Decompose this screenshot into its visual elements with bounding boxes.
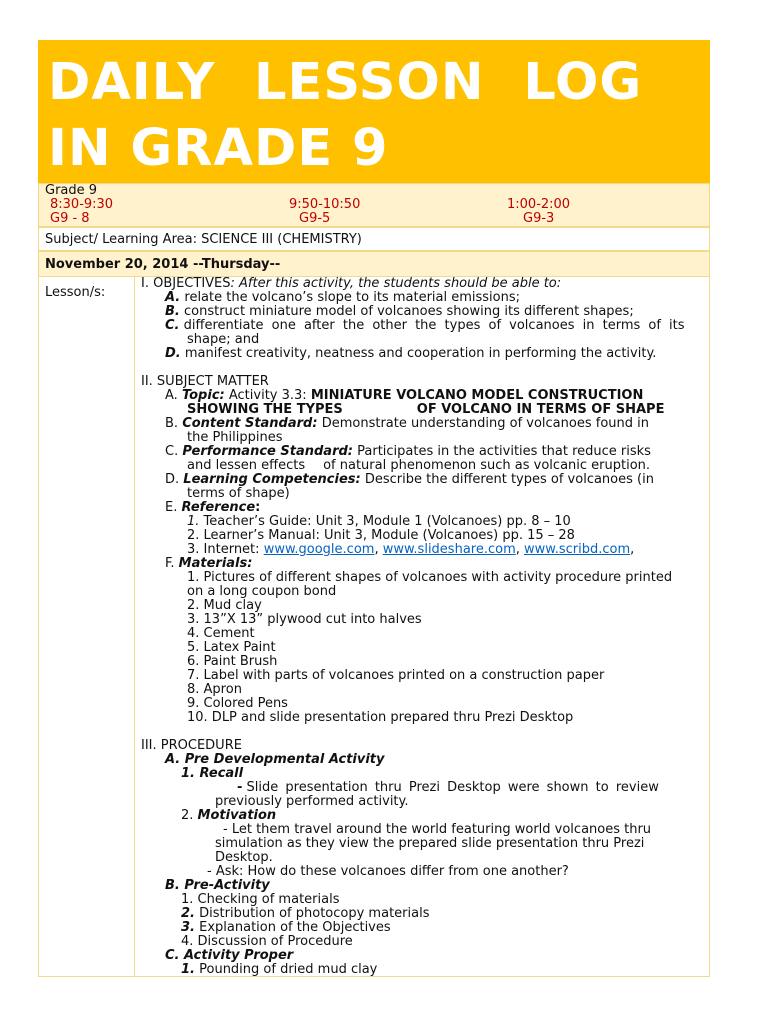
material-item: 10. DLP and slide presentation prepared thru Prezi Desktop — [187, 711, 574, 725]
material-item: 9. Colored Pens — [187, 697, 288, 711]
objective-a: A. relate the volcano’s slope to its material emissions; — [165, 291, 521, 305]
pre-activity-item: 4. Discussion of Procedure — [181, 935, 353, 949]
procedure-heading: III. PROCEDURE — [141, 739, 242, 753]
reference-heading: E. Reference: — [165, 501, 261, 515]
material-item: 7. Label with parts of volcanoes printed on a construction paper — [187, 669, 605, 683]
material-item: 2. Mud clay — [187, 599, 262, 613]
materials-heading: F. Materials: — [165, 557, 253, 571]
material-item: 6. Paint Brush — [187, 655, 278, 669]
material-item: 4. Cement — [187, 627, 255, 641]
slot-section: G9-5 — [299, 211, 331, 226]
motivation-text-cont: simulation as they view the prepared slide presentation thru Prezi — [215, 837, 645, 851]
material-item: 1. Pictures of different shapes of volcanoes with activity procedure printed — [187, 571, 673, 585]
lesson-body — [38, 277, 710, 977]
slot-time: 8:30-9:30 — [50, 197, 114, 212]
schedule-slot-2 — [289, 198, 360, 226]
slot-time: 9:50-10:50 — [289, 197, 361, 212]
activity-proper-item: 1. Pounding of dried mud clay — [181, 963, 378, 977]
link-slideshare[interactable]: www.slideshare.com — [382, 543, 516, 557]
title-line-1: DAILY LESSON LOG — [48, 53, 643, 112]
schedule-slot-1 — [50, 198, 113, 226]
objective-b: B. construct miniature model of volcanoes showing its different shapes; — [165, 305, 634, 319]
material-item: 8. Apron — [187, 683, 242, 697]
date-row — [38, 251, 710, 277]
motivation-heading: 2. Motivation — [181, 809, 277, 823]
objective-d: D. manifest creativity, neatness and cooperation in performing the activity. — [165, 347, 657, 361]
content-standard-cont: the Philippines — [187, 431, 283, 445]
recall-text-cont: previously performed activity. — [215, 795, 409, 809]
objective-c: C. differentiate one after the other the types of volcanoes in terms of its — [165, 319, 685, 333]
activity-proper-heading: C. Activity Proper — [165, 949, 294, 963]
recall-text: - Slide presentation thru Prezi Desktop were shown to review — [237, 781, 659, 795]
title-line-2: IN GRADE 9 — [48, 119, 389, 178]
topic-line-2: SHOWING THE TYPES OF VOLCANO IN TERMS OF SHAPE — [187, 403, 665, 417]
lesson-label-cell — [39, 277, 135, 976]
grade-schedule-row — [38, 183, 710, 227]
pre-activity-item: 2. Distribution of photocopy materials — [181, 907, 430, 921]
topic-line: A. Topic: Activity 3.3: MINIATURE VOLCANO MODEL CONSTRUCTION — [165, 389, 644, 403]
ask-text: - Ask: How do these volcanoes differ from one another? — [207, 865, 569, 879]
schedule-slot-3 — [507, 198, 570, 226]
pre-activity-item: 3. Explanation of the Objectives — [181, 921, 391, 935]
subject-text: Subject/ Learning Area: SCIENCE III (CHEMISTRY) — [45, 232, 362, 247]
grade-label: Grade 9 — [45, 183, 98, 198]
performance-standard-cont: and lessen effects of natural phenomenon such as volcanic eruption. — [187, 459, 651, 473]
objectives-heading: I. OBJECTIVES: After this activity, the students should be able to: — [141, 277, 562, 291]
material-item: 5. Latex Paint — [187, 641, 276, 655]
slot-time: 1:00-2:00 — [507, 197, 571, 212]
title-banner — [38, 40, 710, 183]
link-google[interactable]: www.google.com — [263, 543, 375, 557]
slot-section: G9 - 8 — [50, 211, 90, 226]
reference-item: 2. Learner’s Manual: Unit 3, Module (Volcanoes) pp. 15 – 28 — [187, 529, 575, 543]
pre-developmental-heading: A. Pre Developmental Activity — [165, 753, 385, 767]
lesson-log-page — [38, 40, 710, 977]
learning-competencies-cont: terms of shape) — [187, 487, 290, 501]
content-standard: B. Content Standard: Demonstrate understanding of volcanoes found in — [165, 417, 649, 431]
date-text: November 20, 2014 --Thursday-- — [45, 257, 281, 272]
slot-section: G9-3 — [523, 211, 555, 226]
link-scribd[interactable]: www.scribd.com — [524, 543, 631, 557]
reference-internet: 3. Internet: www.google.com, www.slideshare.com, www.scribd.com, — [187, 543, 635, 557]
recall-heading: 1. Recall — [181, 767, 244, 781]
pre-activity-item: 1. Checking of materials — [181, 893, 340, 907]
motivation-text: - Let them travel around the world featuring world volcanoes thru — [223, 823, 652, 837]
objective-c-cont: shape; and — [187, 333, 260, 347]
pre-activity-heading: B. Pre-Activity — [165, 879, 270, 893]
material-item: on a long coupon bond — [187, 585, 337, 599]
lesson-label: Lesson/s: — [45, 285, 106, 300]
performance-standard: C. Performance Standard: Participates in the activities that reduce risks — [165, 445, 651, 459]
learning-competencies: D. Learning Competencies: Describe the different types of volcanoes (in — [165, 473, 654, 487]
reference-item: 1. Teacher’s Guide: Unit 3, Module 1 (Volcanoes) pp. 8 – 10 — [187, 515, 571, 529]
motivation-text-cont: Desktop. — [215, 851, 273, 865]
subject-matter-heading: II. SUBJECT MATTER — [141, 375, 269, 389]
subject-row — [38, 227, 710, 251]
material-item: 3. 13”X 13” plywood cut into halves — [187, 613, 422, 627]
lesson-content — [135, 277, 709, 976]
